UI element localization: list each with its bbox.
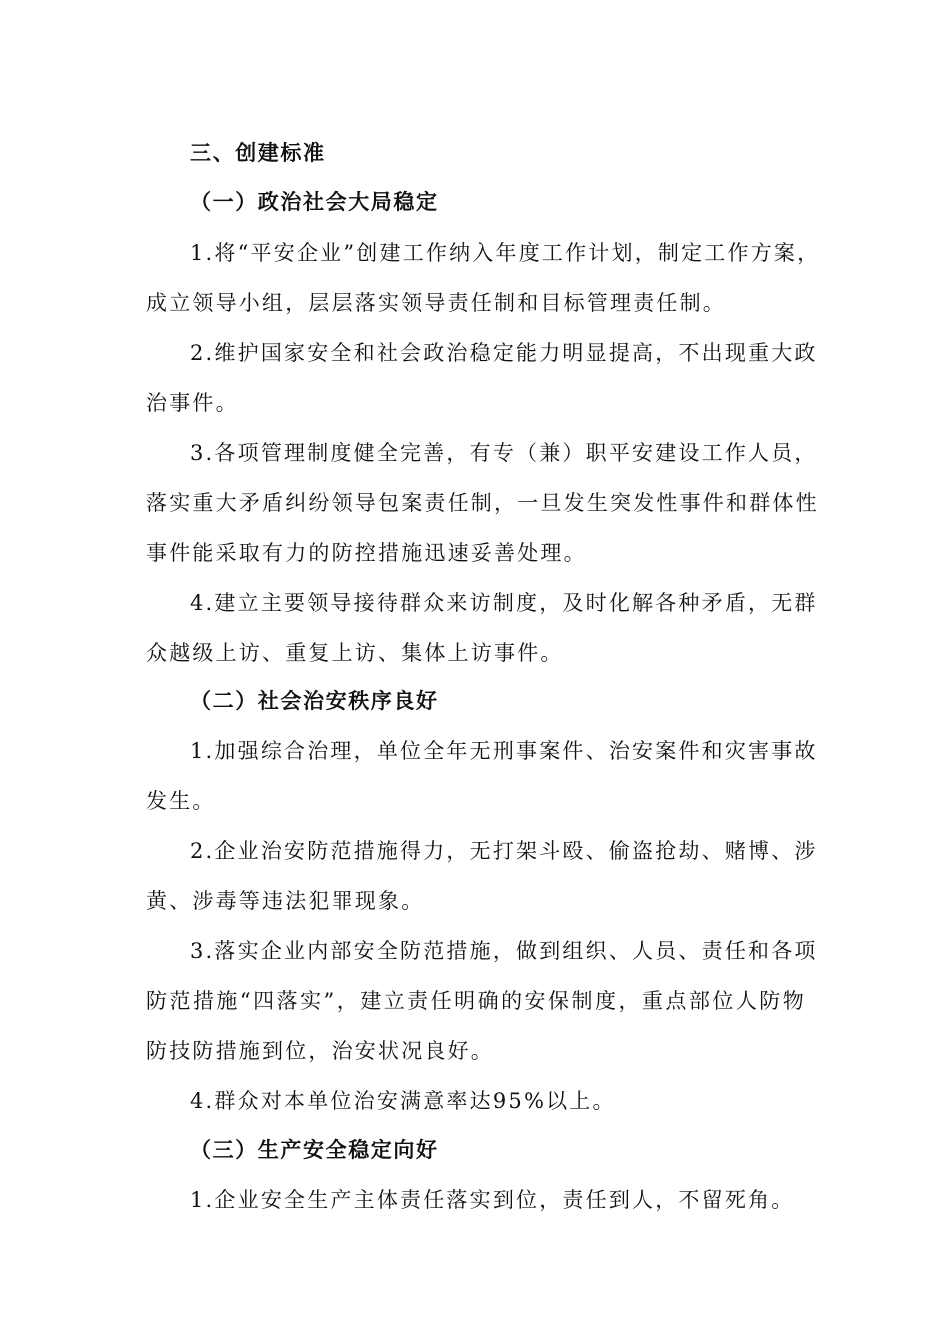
subsection-heading-3: （三）生产安全稳定向好 xyxy=(190,1138,439,1162)
subsection-heading-2: （二）社会治安秩序良好 xyxy=(190,689,439,713)
paragraph-line: 3.落实企业内部安全防范措施，做到组织、人员、责任和各项 xyxy=(190,939,818,963)
paragraph-line: 众越级上访、重复上访、集体上访事件。 xyxy=(146,641,564,665)
section-title: 三、创建标准 xyxy=(190,141,326,165)
subsection-heading-1: （一）政治社会大局稳定 xyxy=(190,190,439,214)
paragraph-line: 1.企业安全生产主体责任落实到位，责任到人，不留死角。 xyxy=(190,1188,795,1212)
paragraph-line: 3.各项管理制度健全完善，有专（兼）职平安建设工作人员， xyxy=(190,441,818,465)
paragraph-line: 1.加强综合治理，单位全年无刑事案件、治安案件和灾害事故 xyxy=(190,739,818,763)
paragraph-line: 4.群众对本单位治安满意率达95%以上。 xyxy=(190,1089,616,1113)
paragraph-line: 防技防措施到位，治安状况良好。 xyxy=(146,1039,494,1063)
paragraph-line: 1.将“平安企业”创建工作纳入年度工作计划，制定工作方案， xyxy=(190,241,821,265)
paragraph-line: 发生。 xyxy=(146,789,216,813)
paragraph-line: 2.企业治安防范措施得力，无打架斗殴、偷盗抢劫、赌博、涉 xyxy=(190,839,818,863)
paragraph-line: 成立领导小组，层层落实领导责任制和目标管理责任制。 xyxy=(146,291,726,315)
paragraph-line: 事件能采取有力的防控措施迅速妥善处理。 xyxy=(146,541,587,565)
paragraph-line: 4.建立主要领导接待群众来访制度，及时化解各种矛盾，无群 xyxy=(190,591,818,615)
paragraph-line: 2.维护国家安全和社会政治稳定能力明显提高，不出现重大政 xyxy=(190,341,818,365)
paragraph-line: 黄、涉毒等违法犯罪现象。 xyxy=(146,889,425,913)
paragraph-line: 防范措施“四落实”，建立责任明确的安保制度，重点部位人防物 xyxy=(146,989,806,1013)
paragraph-line: 落实重大矛盾纠纷领导包案责任制，一旦发生突发性事件和群体性 xyxy=(146,491,819,515)
paragraph-line: 治事件。 xyxy=(146,391,239,415)
